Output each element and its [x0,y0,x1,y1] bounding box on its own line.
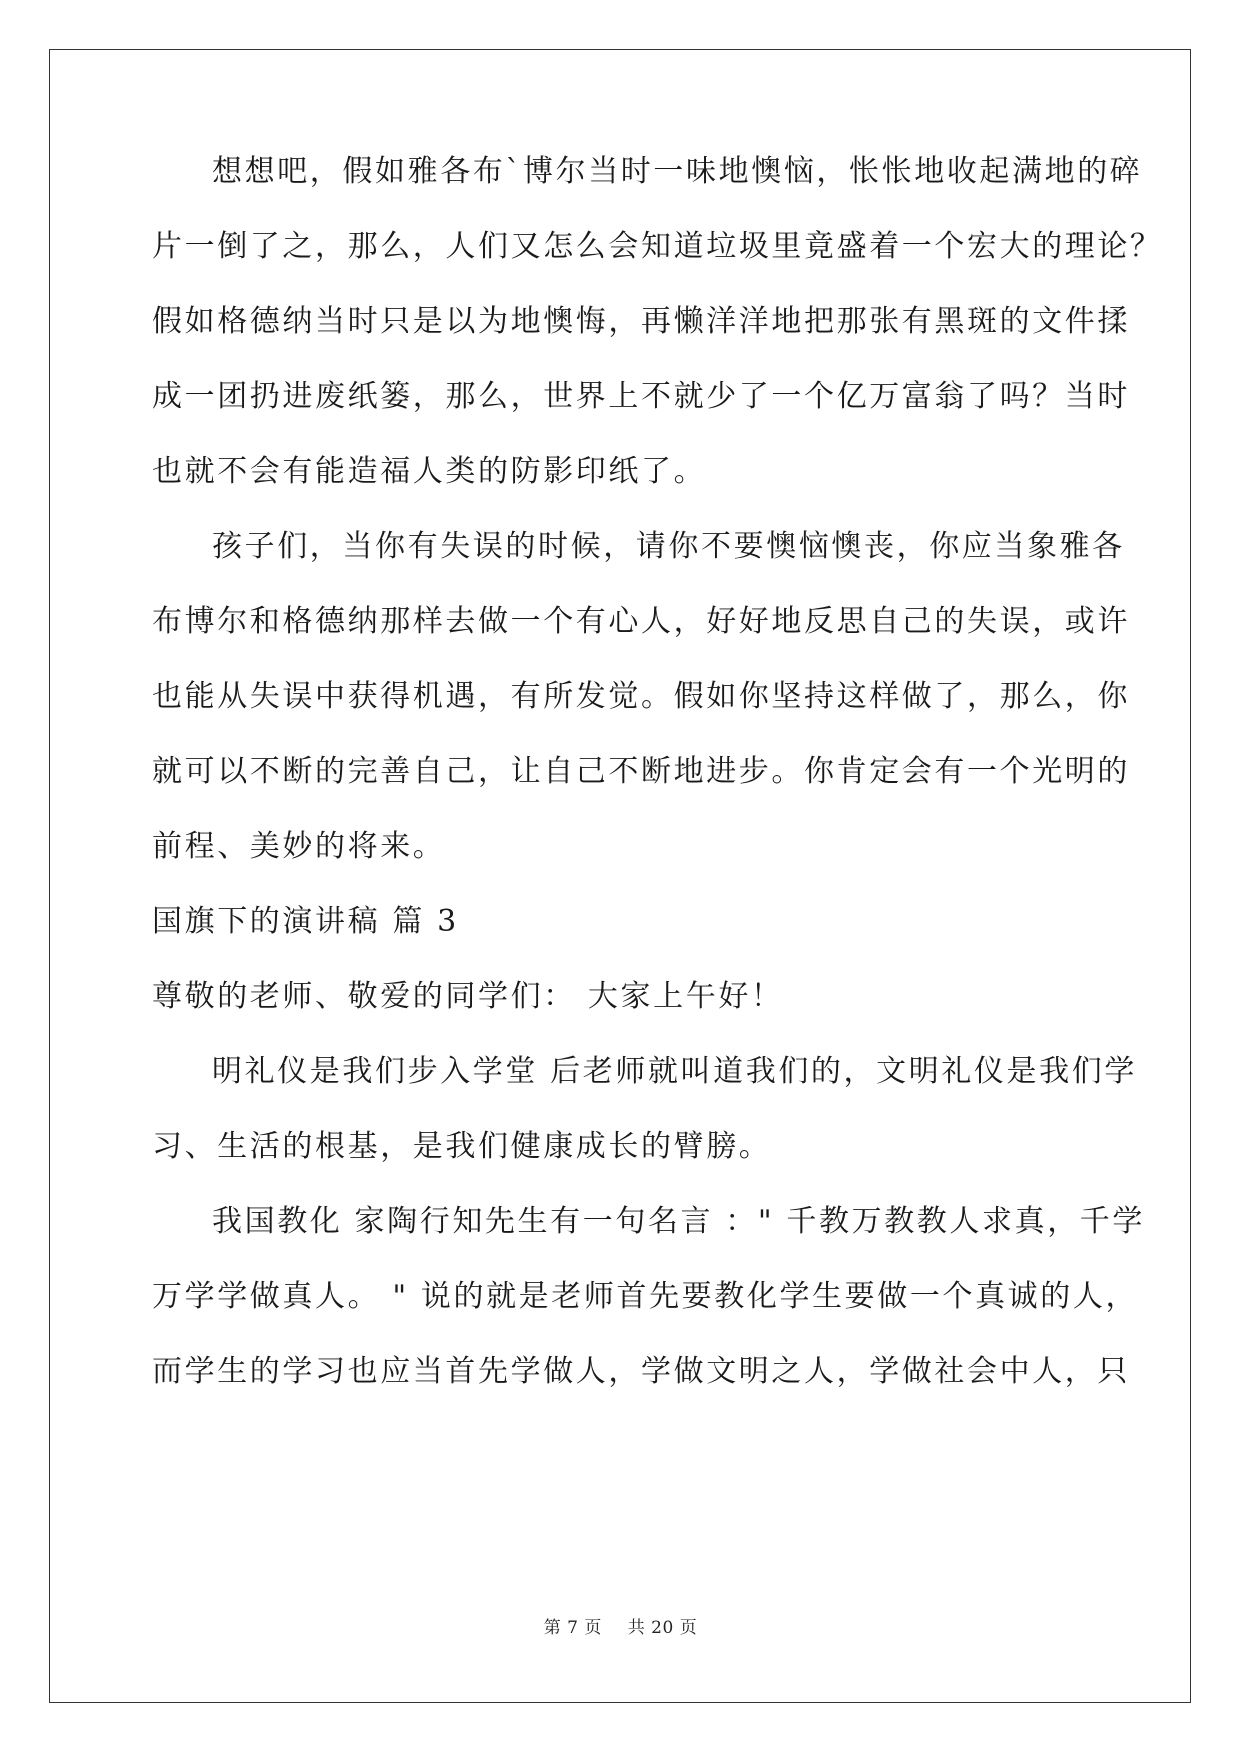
paragraph-1-line-3: 假如格德纳当时只是以为地懊悔，再懒洋洋地把那张有黑斑的文件揉 [152,304,1130,339]
paragraph-1-line-1: 想想吧，假如雅各布`博尔当时一味地懊恼，怅怅地收起满地的碎 [212,154,1143,189]
page-number-total: 共 20 页 [627,1618,698,1638]
paragraph-2-line-2: 布博尔和格德纳那样去做一个有心人，好好地反思自己的失误，或许 [152,604,1130,639]
section-heading: 国旗下的演讲稿 篇 3 [152,904,459,939]
paragraph-2-line-5: 前程、美妙的将来。 [152,829,446,864]
paragraph-4-line-1: 我国教化 家陶行知先生有一句名言 ：" 千教万教教人求真，千学 [212,1204,1146,1239]
paragraph-3-line-1: 明礼仪是我们步入学堂 后老师就叫道我们的，文明礼仪是我们学 [212,1054,1137,1089]
paragraph-2-line-3: 也能从失误中获得机遇，有所发觉。假如你坚持这样做了，那么，你 [152,679,1130,714]
paragraph-1-line-2: 片一倒了之，那么，人们又怎么会知道垃圾里竟盛着一个宏大的理论？ [152,229,1163,264]
paragraph-2-line-1: 孩子们，当你有失误的时候，请你不要懊恼懊丧，你应当象雅各 [212,529,1125,564]
page-number-current: 第 7 页 [543,1618,602,1638]
page-footer [0,1617,1241,1639]
paragraph-1-line-5: 也就不会有能造福人类的防影印纸了。 [152,454,707,489]
paragraph-2-line-4: 就可以不断的完善自己，让自己不断地进步。你肯定会有一个光明的 [152,754,1130,789]
page-border [49,49,1191,1703]
greeting-line: 尊敬的老师、敬爱的同学们： 大家上午好！ [152,979,784,1014]
paragraph-3-line-2: 习、生活的根基，是我们健康成长的臂膀。 [152,1129,772,1164]
paragraph-1-line-4: 成一团扔进废纸篓，那么，世界上不就少了一个亿万富翁了吗？当时 [152,379,1130,414]
paragraph-4-line-2: 万学学做真人。 " 说的就是老师首先要教化学生要做一个真诚的人， [152,1279,1139,1314]
paragraph-4-line-3: 而学生的学习也应当首先学做人，学做文明之人，学做社会中人，只 [152,1354,1130,1389]
